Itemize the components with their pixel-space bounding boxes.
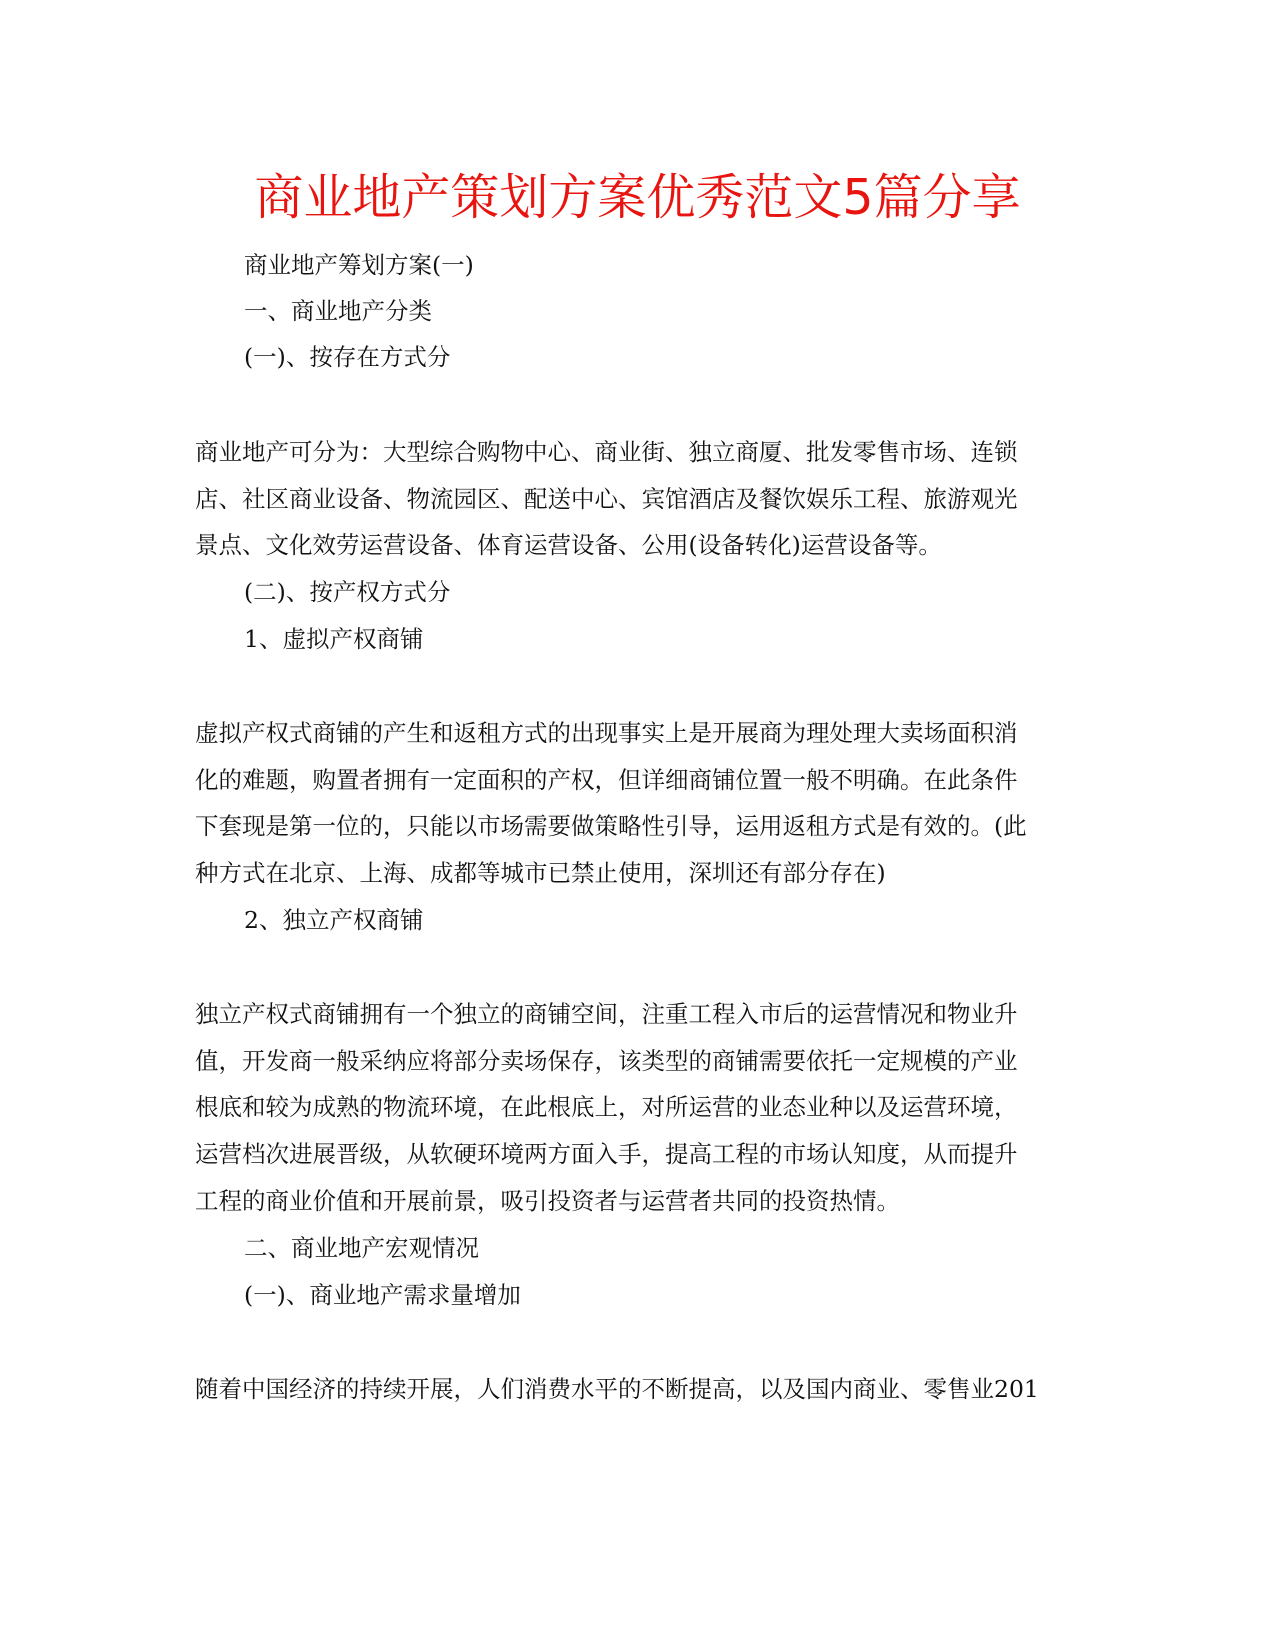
paragraph-line: 种方式在北京、上海、成都等城市已禁止使用，深圳还有部分存在) — [195, 859, 886, 887]
item-heading: 2、独立产权商铺 — [244, 906, 424, 934]
item-heading: 1、虚拟产权商铺 — [244, 625, 424, 653]
paragraph-line: 运营档次进展晋级，从软硬环境两方面入手，提高工程的市场认知度，从而提升 — [195, 1140, 1018, 1168]
paragraph-line: 工程的商业价值和开展前景，吸引投资者与运营者共同的投资热情。 — [195, 1187, 900, 1215]
section-heading: 商业地产筹划方案(一) — [244, 251, 474, 279]
paragraph-line: 独立产权式商铺拥有一个独立的商铺空间，注重工程入市后的运营情况和物业升 — [195, 1000, 1018, 1028]
paragraph-line: 店、社区商业设备、物流园区、配送中心、宾馆酒店及餐饮娱乐工程、旅游观光 — [195, 485, 1018, 513]
paragraph-line: 化的难题，购置者拥有一定面积的产权，但详细商铺位置一般不明确。在此条件 — [195, 766, 1018, 794]
paragraph-line: 下套现是第一位的，只能以市场需要做策略性引导，运用返租方式是有效的。(此 — [195, 812, 1027, 840]
paragraph-line: 景点、文化效劳运营设备、体育运营设备、公用(设备转化)运营设备等。 — [195, 531, 942, 559]
subsection-heading: (一)、按存在方式分 — [244, 343, 451, 371]
subsection-heading: (一)、商业地产需求量增加 — [244, 1281, 521, 1309]
document-title: 商业地产策划方案优秀范文5篇分享 — [254, 169, 1021, 226]
subsection-heading: (二)、按产权方式分 — [244, 578, 451, 606]
section-heading: 二、商业地产宏观情况 — [244, 1234, 479, 1262]
paragraph-line: 值，开发商一般采纳应将部分卖场保存，该类型的商铺需要依托一定规模的产业 — [195, 1047, 1018, 1075]
paragraph-line: 商业地产可分为：大型综合购物中心、商业街、独立商厦、批发零售市场、连锁 — [195, 438, 1018, 466]
paragraph-line: 虚拟产权式商铺的产生和返租方式的出现事实上是开展商为理处理大卖场面积消 — [195, 719, 1018, 747]
section-heading: 一、商业地产分类 — [244, 297, 432, 325]
paragraph-line: 根底和较为成熟的物流环境，在此根底上，对所运营的业态业种以及运营环境， — [195, 1093, 1018, 1121]
paragraph-line: 随着中国经济的持续开展，人们消费水平的不断提高，以及国内商业、零售业201 — [195, 1375, 1039, 1403]
